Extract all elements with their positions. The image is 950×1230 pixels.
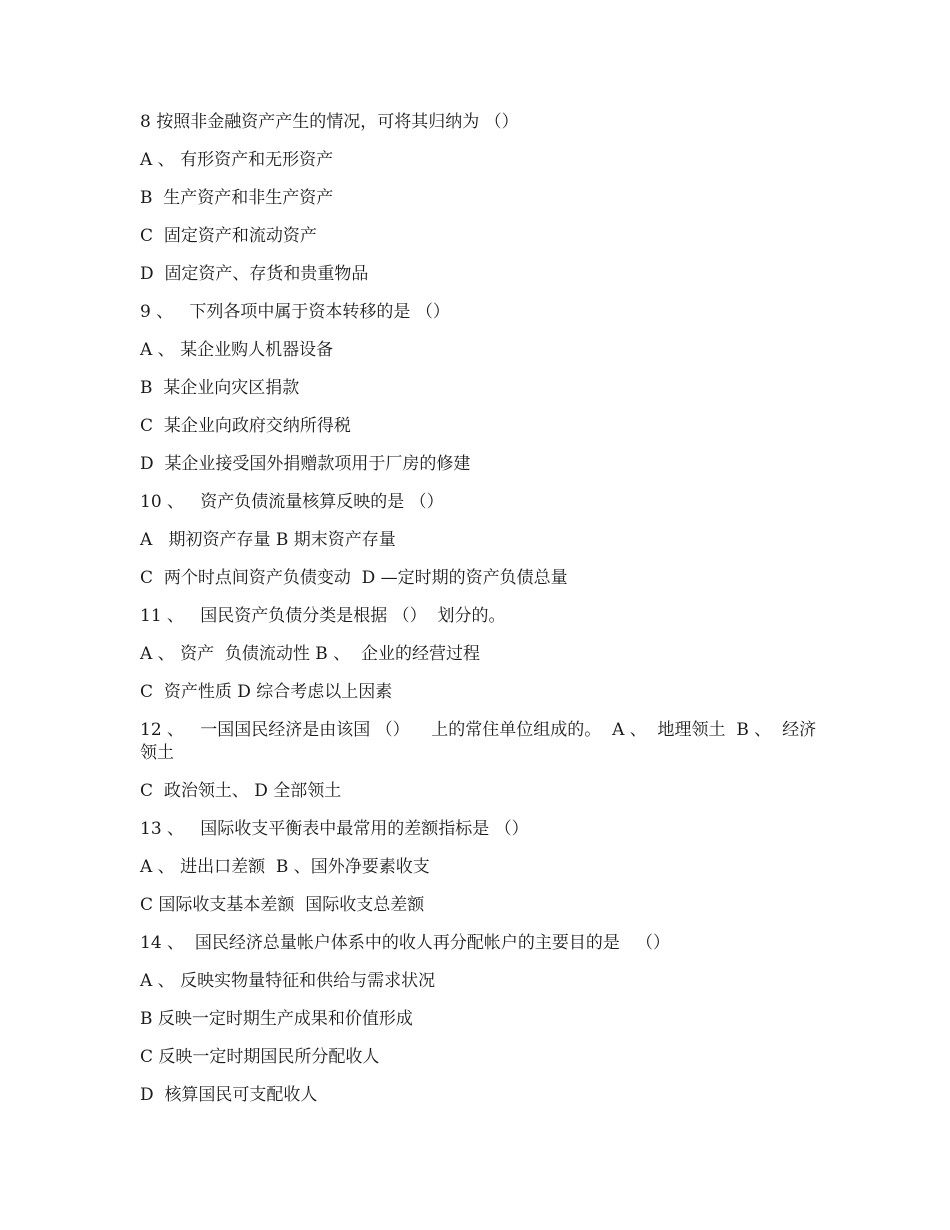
question-9-option-b: B 某企业向灾区捐款	[140, 378, 300, 398]
question-12-stem: 12 、 一国国民经济是由该国 （） 上的常住单位组成的。 A 、 地理领土 B 、 经济领土	[140, 720, 817, 763]
question-13-options-ab: A 、 进出口差额 B 、国外净要素收支	[140, 857, 430, 877]
question-10-options-ab: A 期初资产存量 B 期末资产存量	[140, 530, 396, 550]
question-11-options-ab: A 、 资产 负债流动性 B 、 企业的经营过程	[140, 644, 480, 664]
question-8-option-d: D 固定资产、存货和贵重物品	[140, 264, 369, 284]
question-9-option-a: A 、 某企业购人机器设备	[140, 340, 334, 360]
question-8-option-b: B 生产资产和非生产资产	[140, 188, 334, 208]
question-8-stem: 8 按照非金融资产产生的情况，可将其归纳为 （）	[140, 112, 519, 132]
question-13-options-cd: C 国际收支基本差额 国际收支总差额	[140, 895, 425, 915]
question-14-option-a: A 、 反映实物量特征和供给与需求状况	[140, 971, 436, 991]
question-10-stem: 10 、 资产负债流量核算反映的是 （）	[140, 492, 444, 512]
question-11-options-cd: C 资产性质 D 综合考虑以上因素	[140, 682, 393, 702]
question-list	[140, 111, 820, 1122]
question-14-option-b: B 反映一定时期生产成果和价值形成	[140, 1009, 413, 1029]
question-13-stem: 13 、 国际收支平衡表中最常用的差额指标是 （）	[140, 819, 529, 839]
question-14-option-d: D 核算国民可支配收人	[140, 1085, 318, 1105]
question-10-options-cd: C 两个时点间资产负债变动 D —定时期的资产负债总量	[140, 568, 568, 588]
question-9-stem: 9 、 下列各项中属于资本转移的是 （）	[140, 302, 450, 322]
question-8-option-a: A 、 有形资产和无形资产	[140, 150, 334, 170]
question-8-option-c: C 固定资产和流动资产	[140, 226, 317, 246]
question-9-option-c: C 某企业向政府交纳所得税	[140, 416, 351, 436]
question-14-stem: 14 、 国民经济总量帐户体系中的收人再分配帐户的主要目的是 （）	[140, 933, 671, 953]
question-9-option-d: D 某企业接受国外捐赠款项用于厂房的修建	[140, 454, 471, 474]
question-12-options-cd: C 政治领土、 D 全部领土	[140, 781, 342, 801]
question-14-option-c: C 反映一定时期国民所分配收人	[140, 1047, 380, 1067]
question-11-stem: 11 、 国民资产负债分类是根据 （） 划分的。	[140, 606, 506, 626]
